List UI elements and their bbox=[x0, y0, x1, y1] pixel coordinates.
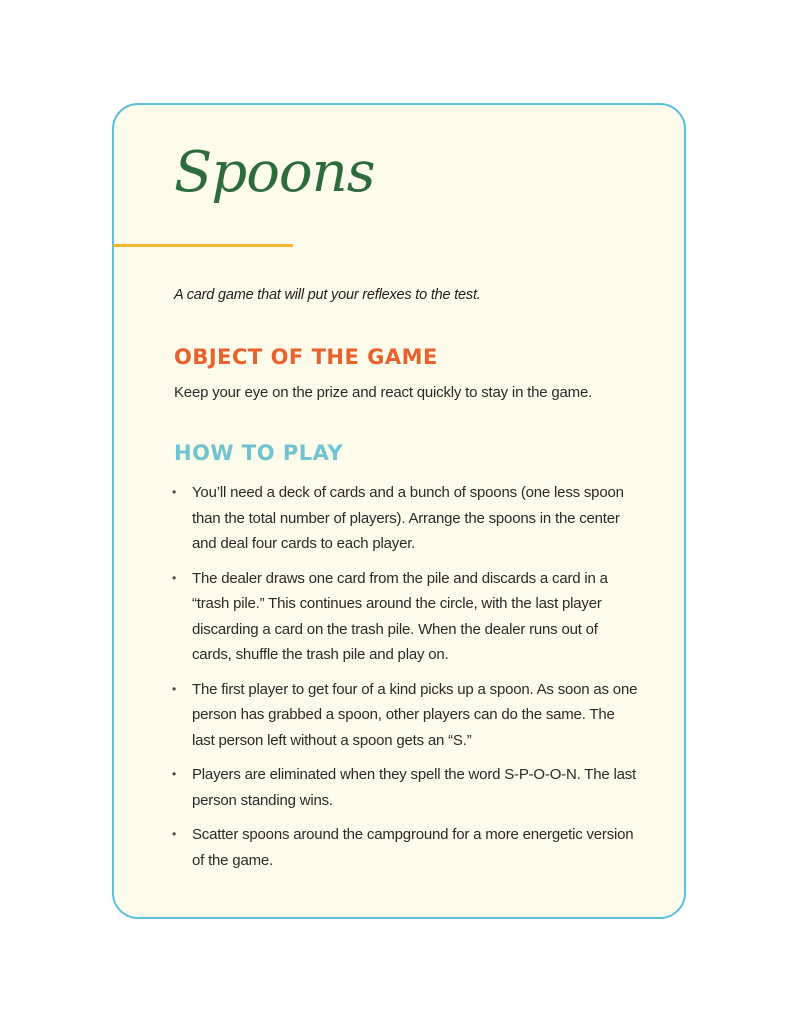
title-underline-rule bbox=[113, 244, 293, 247]
list-item bbox=[170, 762, 640, 813]
object-heading: OBJECT OF THE GAME bbox=[174, 345, 438, 369]
game-title: Spoons bbox=[174, 140, 375, 205]
bullet-icon: • bbox=[172, 681, 177, 696]
list-item-text: Scatter spoons around the campground for a more energetic version of the game. bbox=[192, 826, 634, 869]
list-item bbox=[170, 677, 640, 754]
object-text: Keep your eye on the prize and react quickly to stay in the game. bbox=[174, 384, 593, 401]
list-item-text: The first player to get four of a kind picks up a spoon. As soon as one person has grabbed a spoon, other players can do the same. The last person left without a spoon gets an “S.” bbox=[192, 680, 638, 749]
list-item-text: You’ll need a deck of cards and a bunch of spoons (one less spoon than the total number of players). Arrange the spoons in the center and deal four cards to each player. bbox=[192, 484, 624, 552]
bullet-icon: • bbox=[172, 827, 177, 841]
bullet-icon: • bbox=[172, 570, 177, 585]
bullet-icon: • bbox=[172, 767, 177, 781]
list-item bbox=[170, 822, 640, 873]
list-item-text: Players are eliminated when they spell the word S-P-O-O-N. The last person standing wins. bbox=[192, 766, 637, 809]
list-item bbox=[170, 566, 640, 668]
list-item bbox=[170, 480, 640, 557]
how-to-play-list bbox=[170, 480, 640, 882]
game-subtitle: A card game that will put your reflexes to the test. bbox=[174, 287, 481, 303]
list-item-text: The dealer draws one card from the pile and discards a card in a “trash pile.” This continues around the circle, with the last player discarding a card on the trash pile. When the dealer runs out of cards, shuffle the trash pile and play on. bbox=[192, 569, 608, 663]
bullet-icon: • bbox=[172, 485, 177, 499]
how-to-play-heading: HOW TO PLAY bbox=[174, 441, 344, 465]
